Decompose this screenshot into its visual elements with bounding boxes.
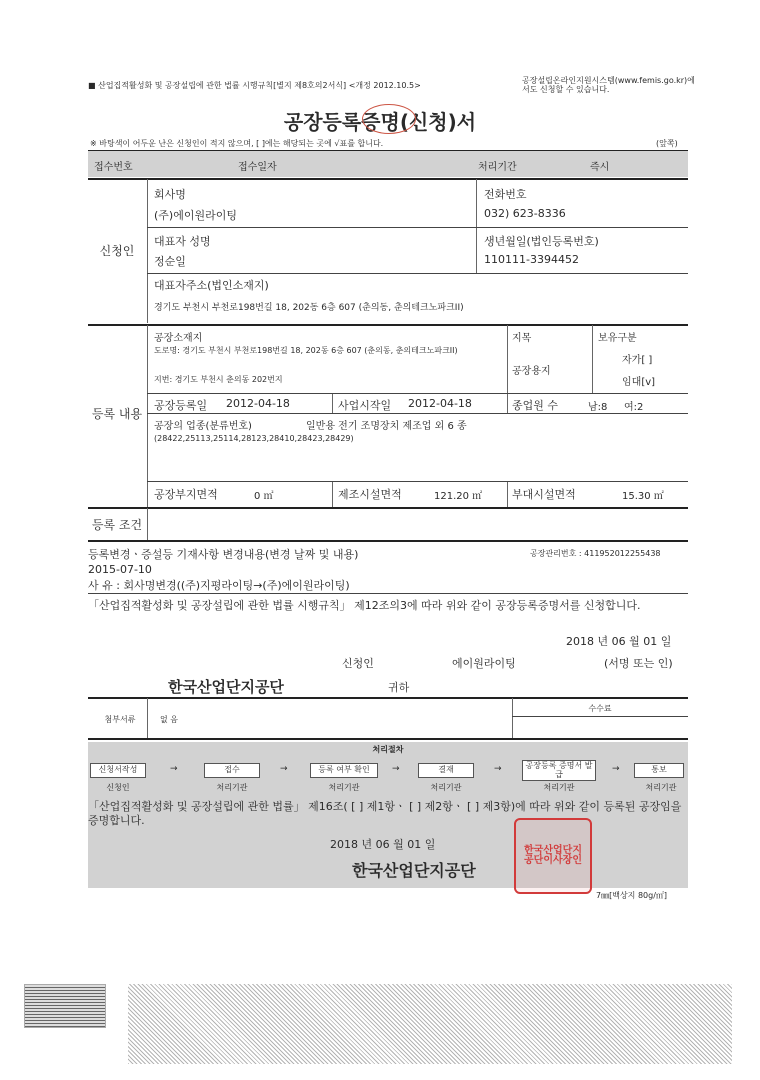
legal-basis: ■ 산업집적활성화 및 공장설립에 관한 법률 시행규칙[별지 제8호의2서식] <개정 2012.10.5> <box>88 81 421 90</box>
applicant-sign-name: 에이원라이팅 <box>452 657 516 670</box>
birth-reg-value: 110111-3394452 <box>484 253 579 266</box>
birth-reg-label: 생년월일(법인등록번호) <box>484 235 599 248</box>
arrow-icon: → <box>392 764 400 774</box>
official-seal <box>514 818 592 894</box>
arrow-icon: → <box>280 764 288 774</box>
land-category-value: 공장용지 <box>512 366 551 377</box>
applicant-section-label: 신청인 <box>99 244 135 258</box>
start-date-value: 2012-04-18 <box>408 397 472 410</box>
document-barcode-qr <box>24 984 106 1028</box>
step-actor: 신청인 <box>106 783 130 792</box>
representative-value: 정순일 <box>154 255 186 268</box>
phone-label: 전화번호 <box>484 188 527 201</box>
step-actor: 처리기관 <box>645 783 677 792</box>
industry-label: 공장의 업종(분류번호) <box>154 421 252 432</box>
step-verify: 등록 여부 확인 <box>310 763 378 778</box>
issuer-name: 한국산업단지공단 <box>352 861 476 880</box>
processing-period-value: 즉시 <box>590 162 610 173</box>
address-value: 경기도 부천시 부천로198번길 18, 202동 6층 607 (춘의동, 춘의테크노파크II) <box>154 303 464 313</box>
change-date: 2015-07-10 <box>88 563 152 576</box>
address-label: 대표자주소(법인소재지) <box>154 279 269 292</box>
land-category-label: 지목 <box>512 333 532 344</box>
document-security-pattern <box>128 984 732 1064</box>
step-receive: 접수 <box>204 763 260 778</box>
recipient-org: 한국산업단지공단 <box>168 678 284 696</box>
ownership-label: 보유구분 <box>598 333 637 344</box>
representative-label: 대표자 성명 <box>154 235 211 248</box>
circle-mark-annotation <box>362 104 416 134</box>
receipt-date-label: 접수일자 <box>238 162 277 173</box>
employees-male: 남:8 <box>588 402 608 413</box>
arrow-icon: → <box>494 764 502 774</box>
site-area-label: 공장부지면적 <box>154 488 218 501</box>
processing-period-label: 처리기간 <box>478 162 517 173</box>
applicant-sign-label: 신청인 <box>342 657 374 670</box>
road-address: 도로명: 경기도 부천시 부천로198번길 18, 202동 6층 607 (춘의동, 춘의테크노파크II) <box>154 346 458 355</box>
employees-label: 종업원 수 <box>512 399 559 412</box>
company-name-label: 회사명 <box>154 188 186 201</box>
mfg-area-label: 제조시설면적 <box>338 488 402 501</box>
change-reason: 사 유 : 회사명변경((주)지평라이팅→(주)에이원라이팅) <box>88 579 350 592</box>
step-actor: 처리기관 <box>430 783 462 792</box>
lot-address: 지번: 경기도 부천시 춘의동 202번지 <box>154 375 283 384</box>
phone-value: 032) 623-8336 <box>484 207 566 220</box>
step-approve: 결재 <box>418 763 474 778</box>
attachments-label: 첨부서류 <box>104 715 136 724</box>
front-label: (앞쪽) <box>656 139 678 148</box>
employees-female: 여:2 <box>624 402 644 413</box>
step-issue-certificate: 공장등록 증명서 발급 <box>522 760 596 781</box>
aux-area-label: 부대시설면적 <box>512 488 576 501</box>
registration-section-label: 등록 내용 <box>91 407 143 421</box>
management-number: 공장관리번호 : 411952012255438 <box>530 549 661 558</box>
receipt-number-label: 접수번호 <box>94 162 133 173</box>
changes-label: 등록변경ㆍ증설등 기재사항 변경내용(변경 날짜 및 내용) <box>88 548 359 561</box>
certification-date: 2018 년 06 월 01 일 <box>330 838 436 851</box>
instruction-text: ※ 바탕색이 어두운 난은 신청인이 적지 않으며, [ ]에는 해당되는 곳에 √표를 합니다. <box>90 139 384 148</box>
step-write-application: 신청서작성 <box>90 763 146 778</box>
sign-or-seal-label: (서명 또는 인) <box>604 657 673 670</box>
aux-area-value: 15.30 ㎡ <box>622 491 664 502</box>
attachments-value: 없 음 <box>160 715 178 724</box>
request-statement: 「산업집적활성화 및 공장설립에 관한 법률 시행규칙」 제12조의3에 따라 위와 같이 공장등록증명서를 신청합니다. <box>88 599 641 612</box>
mfg-area-value: 121.20 ㎡ <box>434 491 483 502</box>
step-actor: 처리기관 <box>543 783 575 792</box>
lease-option: 임대[v] <box>622 377 656 388</box>
page-title: 공장등록증명(신청)서 <box>283 110 477 134</box>
conditions-label: 등록 조건 <box>91 518 143 532</box>
procedure-title: 처리절차 <box>372 745 404 754</box>
company-name-value: (주)에이원라이팅 <box>154 209 237 222</box>
industry-value: 일반용 전기 조명장치 제조업 외 6 종 <box>306 421 467 432</box>
site-area-value: 0 ㎡ <box>254 491 274 502</box>
arrow-icon: → <box>170 764 178 774</box>
request-date: 2018 년 06 월 01 일 <box>566 635 672 648</box>
step-actor: 처리기관 <box>328 783 360 792</box>
factory-location-label: 공장소재지 <box>154 333 203 344</box>
start-date-label: 사업시작일 <box>338 399 392 412</box>
online-notice: 공장설립온라인지원시스템(www.femis.go.kr)에서도 신청할 수 있습니다. <box>522 76 695 95</box>
recipient-suffix: 귀하 <box>388 681 410 694</box>
reg-date-value: 2012-04-18 <box>226 397 290 410</box>
fee-label: 수수료 <box>588 704 612 713</box>
reg-date-label: 공장등록일 <box>154 399 208 412</box>
own-option: 자가[ ] <box>622 355 653 366</box>
certification-statement: 「산업집적활성화 및 공장설립에 관한 법률」 제16조( [ ] 제1항ㆍ [ ] 제2항ㆍ [ ] 제3항)에 따라 위와 같이 등록된 공장임을 증명합니다. <box>88 800 682 828</box>
industry-codes: (28422,25113,25114,28123,28410,28423,28429) <box>154 434 354 443</box>
seal-text: 한국산업단지공단이사장인 <box>524 844 582 866</box>
step-actor: 처리기관 <box>216 783 248 792</box>
paper-spec-note: 7㎜[백상지 80g/㎡] <box>596 891 668 900</box>
step-notify: 통보 <box>634 763 684 778</box>
arrow-icon: → <box>612 764 620 774</box>
